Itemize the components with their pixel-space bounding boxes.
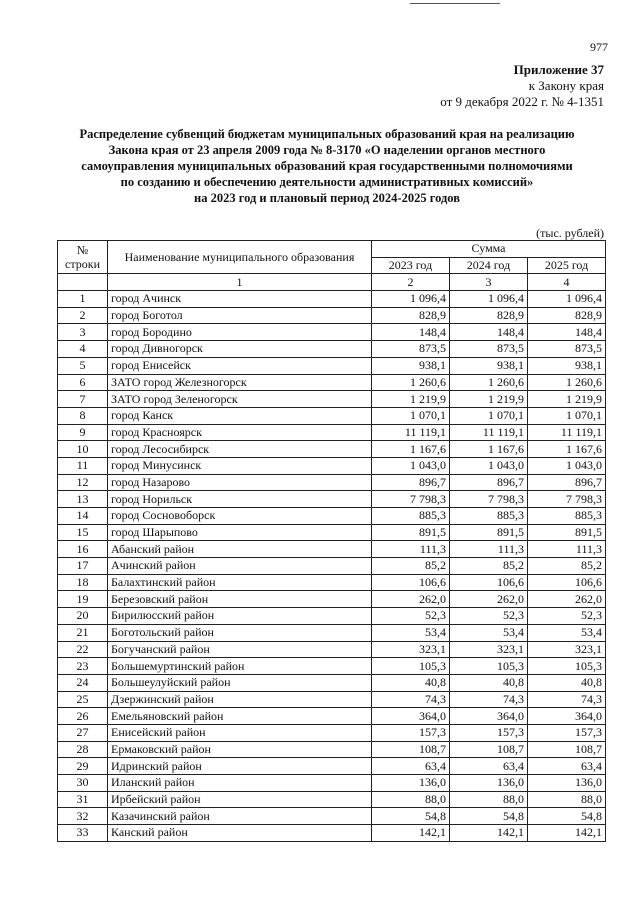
municipality-name: город Боготол xyxy=(108,307,372,324)
table-row xyxy=(58,825,606,842)
municipality-name: Большемуртинский район xyxy=(108,658,372,675)
value-2023: 74,3 xyxy=(372,691,450,708)
table-row xyxy=(58,658,606,675)
row-number: 1 xyxy=(58,291,108,308)
municipality-name: Бирилюсский район xyxy=(108,608,372,625)
row-number: 3 xyxy=(58,324,108,341)
table-row xyxy=(58,641,606,658)
title-line: самоуправления муниципальных образований края государственными полномочиями xyxy=(81,159,573,173)
row-number: 5 xyxy=(58,357,108,374)
table-row xyxy=(58,741,606,758)
value-2025: 148,4 xyxy=(528,324,606,341)
header-year-2025: 2025 год xyxy=(528,257,606,274)
top-rule xyxy=(410,3,500,4)
value-2023: 108,7 xyxy=(372,741,450,758)
municipality-name: Иланский район xyxy=(108,775,372,792)
row-number: 2 xyxy=(58,307,108,324)
col-number: 2 xyxy=(372,274,450,291)
value-2024: 873,5 xyxy=(450,341,528,358)
table-row xyxy=(58,441,606,458)
value-2024: 148,4 xyxy=(450,324,528,341)
value-2023: 873,5 xyxy=(372,341,450,358)
value-2024: 63,4 xyxy=(450,758,528,775)
value-2023: 828,9 xyxy=(372,307,450,324)
appendix-law: к Закону края xyxy=(528,78,604,93)
title-line: на 2023 год и плановый период 2024-2025 годов xyxy=(194,191,460,205)
value-2024: 108,7 xyxy=(450,741,528,758)
value-2023: 142,1 xyxy=(372,825,450,842)
value-2023: 11 119,1 xyxy=(372,424,450,441)
value-2024: 142,1 xyxy=(450,825,528,842)
value-2025: 262,0 xyxy=(528,591,606,608)
value-2023: 891,5 xyxy=(372,524,450,541)
value-2024: 85,2 xyxy=(450,558,528,575)
title-line: Распределение субвенций бюджетам муниципальных образований края на реализацию xyxy=(79,127,575,141)
municipality-name: ЗАТО город Железногорск xyxy=(108,374,372,391)
value-2025: 323,1 xyxy=(528,641,606,658)
table-row xyxy=(58,374,606,391)
value-2025: 873,5 xyxy=(528,341,606,358)
units-label: (тыс. рублей) xyxy=(536,226,604,240)
municipality-name: Казачинский район xyxy=(108,808,372,825)
header-num: № строки xyxy=(58,241,108,274)
value-2024: 896,7 xyxy=(450,474,528,491)
municipality-name: ЗАТО город Зеленогорск xyxy=(108,391,372,408)
row-number: 10 xyxy=(58,441,108,458)
table-row xyxy=(58,791,606,808)
col-number: 3 xyxy=(450,274,528,291)
value-2024: 111,3 xyxy=(450,541,528,558)
table-row xyxy=(58,674,606,691)
value-2023: 111,3 xyxy=(372,541,450,558)
value-2024: 364,0 xyxy=(450,708,528,725)
row-number: 11 xyxy=(58,457,108,474)
value-2023: 40,8 xyxy=(372,674,450,691)
municipality-name: город Бородино xyxy=(108,324,372,341)
table-row xyxy=(58,724,606,741)
value-2024: 1 096,4 xyxy=(450,291,528,308)
header-year-2024: 2024 год xyxy=(450,257,528,274)
municipality-name: Ирбейский район xyxy=(108,791,372,808)
value-2025: 11 119,1 xyxy=(528,424,606,441)
row-number: 22 xyxy=(58,641,108,658)
value-2025: 111,3 xyxy=(528,541,606,558)
title-line: Закона края от 23 апреля 2009 года № 8-3170 «О наделении органов местного xyxy=(108,143,546,157)
table-row xyxy=(58,708,606,725)
value-2023: 1 260,6 xyxy=(372,374,450,391)
row-number: 26 xyxy=(58,708,108,725)
municipality-name: город Дивногорск xyxy=(108,341,372,358)
row-number: 14 xyxy=(58,508,108,525)
table-row xyxy=(58,574,606,591)
value-2023: 1 219,9 xyxy=(372,391,450,408)
value-2025: 53,4 xyxy=(528,624,606,641)
value-2025: 88,0 xyxy=(528,791,606,808)
header-year-2023: 2023 год xyxy=(372,257,450,274)
value-2025: 828,9 xyxy=(528,307,606,324)
header-sum: Сумма xyxy=(372,241,606,258)
value-2024: 106,6 xyxy=(450,574,528,591)
value-2025: 1 043,0 xyxy=(528,457,606,474)
municipality-name: город Ачинск xyxy=(108,291,372,308)
municipality-name: Идринский район xyxy=(108,758,372,775)
table-row xyxy=(58,591,606,608)
value-2024: 53,4 xyxy=(450,624,528,641)
table-row xyxy=(58,324,606,341)
value-2023: 1 070,1 xyxy=(372,407,450,424)
table-row xyxy=(58,391,606,408)
value-2025: 7 798,3 xyxy=(528,491,606,508)
value-2023: 157,3 xyxy=(372,724,450,741)
row-number: 9 xyxy=(58,424,108,441)
header-name: Наименование муниципального образования xyxy=(108,241,372,274)
table-row xyxy=(58,558,606,575)
municipality-name: Канский район xyxy=(108,825,372,842)
value-2023: 136,0 xyxy=(372,775,450,792)
municipality-name: город Назарово xyxy=(108,474,372,491)
value-2025: 157,3 xyxy=(528,724,606,741)
row-number: 8 xyxy=(58,407,108,424)
value-2025: 85,2 xyxy=(528,558,606,575)
value-2024: 40,8 xyxy=(450,674,528,691)
municipality-name: город Норильск xyxy=(108,491,372,508)
value-2025: 1 096,4 xyxy=(528,291,606,308)
value-2025: 1 070,1 xyxy=(528,407,606,424)
table-row xyxy=(58,407,606,424)
table-row xyxy=(58,307,606,324)
municipality-name: Енисейский район xyxy=(108,724,372,741)
value-2024: 105,3 xyxy=(450,658,528,675)
table-row xyxy=(58,691,606,708)
value-2024: 11 119,1 xyxy=(450,424,528,441)
value-2023: 938,1 xyxy=(372,357,450,374)
table-row xyxy=(58,775,606,792)
value-2025: 896,7 xyxy=(528,474,606,491)
municipality-name: Богучанский район xyxy=(108,641,372,658)
value-2023: 7 798,3 xyxy=(372,491,450,508)
value-2024: 828,9 xyxy=(450,307,528,324)
row-number: 33 xyxy=(58,825,108,842)
value-2024: 157,3 xyxy=(450,724,528,741)
appendix-title: Приложение 37 xyxy=(513,62,604,77)
value-2024: 1 070,1 xyxy=(450,407,528,424)
value-2025: 106,6 xyxy=(528,574,606,591)
value-2025: 108,7 xyxy=(528,741,606,758)
municipality-name: город Красноярск xyxy=(108,424,372,441)
row-number: 23 xyxy=(58,658,108,675)
value-2023: 88,0 xyxy=(372,791,450,808)
value-2025: 1 167,6 xyxy=(528,441,606,458)
table-row xyxy=(58,341,606,358)
title-line: по созданию и обеспечению деятельности административных комиссий» xyxy=(120,175,534,189)
municipality-name: Ачинский район xyxy=(108,558,372,575)
table-body xyxy=(58,291,606,842)
municipality-name: город Енисейск xyxy=(108,357,372,374)
value-2024: 74,3 xyxy=(450,691,528,708)
municipality-name: город Минусинск xyxy=(108,457,372,474)
table-row xyxy=(58,491,606,508)
table-row xyxy=(58,474,606,491)
value-2023: 54,8 xyxy=(372,808,450,825)
value-2023: 52,3 xyxy=(372,608,450,625)
table-row xyxy=(58,291,606,308)
value-2024: 1 219,9 xyxy=(450,391,528,408)
municipality-name: Абанский район xyxy=(108,541,372,558)
row-number: 25 xyxy=(58,691,108,708)
col-number: 1 xyxy=(108,274,372,291)
municipality-name: Боготольский район xyxy=(108,624,372,641)
municipality-name: город Шарыпово xyxy=(108,524,372,541)
row-number: 24 xyxy=(58,674,108,691)
col-number: 4 xyxy=(528,274,606,291)
value-2024: 891,5 xyxy=(450,524,528,541)
value-2024: 938,1 xyxy=(450,357,528,374)
row-number: 16 xyxy=(58,541,108,558)
value-2025: 52,3 xyxy=(528,608,606,625)
row-number: 31 xyxy=(58,791,108,808)
value-2024: 54,8 xyxy=(450,808,528,825)
value-2023: 63,4 xyxy=(372,758,450,775)
value-2023: 896,7 xyxy=(372,474,450,491)
value-2023: 262,0 xyxy=(372,591,450,608)
value-2025: 136,0 xyxy=(528,775,606,792)
value-2025: 1 219,9 xyxy=(528,391,606,408)
table-row xyxy=(58,457,606,474)
municipality-name: Дзержинский район xyxy=(108,691,372,708)
municipality-name: Балахтинский район xyxy=(108,574,372,591)
table-row xyxy=(58,424,606,441)
value-2025: 938,1 xyxy=(528,357,606,374)
page-number: 977 xyxy=(590,40,608,54)
value-2023: 1 167,6 xyxy=(372,441,450,458)
value-2023: 106,6 xyxy=(372,574,450,591)
value-2023: 364,0 xyxy=(372,708,450,725)
value-2024: 136,0 xyxy=(450,775,528,792)
municipality-name: Большеулуйский район xyxy=(108,674,372,691)
subsidy-table xyxy=(57,240,606,842)
document-title xyxy=(60,126,594,206)
row-number: 30 xyxy=(58,775,108,792)
value-2024: 262,0 xyxy=(450,591,528,608)
value-2023: 1 043,0 xyxy=(372,457,450,474)
value-2025: 885,3 xyxy=(528,508,606,525)
value-2023: 148,4 xyxy=(372,324,450,341)
municipality-name: Емельяновский район xyxy=(108,708,372,725)
row-number: 17 xyxy=(58,558,108,575)
row-number: 20 xyxy=(58,608,108,625)
row-number: 7 xyxy=(58,391,108,408)
value-2025: 105,3 xyxy=(528,658,606,675)
row-number: 19 xyxy=(58,591,108,608)
value-2023: 885,3 xyxy=(372,508,450,525)
value-2024: 88,0 xyxy=(450,791,528,808)
value-2024: 52,3 xyxy=(450,608,528,625)
value-2024: 1 043,0 xyxy=(450,457,528,474)
row-number: 29 xyxy=(58,758,108,775)
value-2024: 1 260,6 xyxy=(450,374,528,391)
row-number: 6 xyxy=(58,374,108,391)
row-number: 18 xyxy=(58,574,108,591)
value-2025: 40,8 xyxy=(528,674,606,691)
row-number: 13 xyxy=(58,491,108,508)
row-number: 27 xyxy=(58,724,108,741)
value-2023: 105,3 xyxy=(372,658,450,675)
municipality-name: город Лесосибирск xyxy=(108,441,372,458)
row-number: 28 xyxy=(58,741,108,758)
table-row xyxy=(58,524,606,541)
value-2023: 1 096,4 xyxy=(372,291,450,308)
table-row xyxy=(58,808,606,825)
municipality-name: Ермаковский район xyxy=(108,741,372,758)
row-number: 32 xyxy=(58,808,108,825)
appendix-block xyxy=(440,62,604,110)
table-row xyxy=(58,508,606,525)
table-row xyxy=(58,624,606,641)
value-2024: 885,3 xyxy=(450,508,528,525)
table-row xyxy=(58,541,606,558)
row-number: 21 xyxy=(58,624,108,641)
municipality-name: город Канск xyxy=(108,407,372,424)
row-number: 15 xyxy=(58,524,108,541)
value-2025: 142,1 xyxy=(528,825,606,842)
table-row xyxy=(58,758,606,775)
row-number: 12 xyxy=(58,474,108,491)
col-number xyxy=(58,274,108,291)
municipality-name: Березовский район xyxy=(108,591,372,608)
row-number: 4 xyxy=(58,341,108,358)
value-2024: 7 798,3 xyxy=(450,491,528,508)
value-2025: 54,8 xyxy=(528,808,606,825)
value-2025: 364,0 xyxy=(528,708,606,725)
appendix-date: от 9 декабря 2022 г. № 4-1351 xyxy=(440,94,604,109)
value-2025: 1 260,6 xyxy=(528,374,606,391)
value-2024: 323,1 xyxy=(450,641,528,658)
value-2023: 323,1 xyxy=(372,641,450,658)
value-2025: 891,5 xyxy=(528,524,606,541)
value-2023: 85,2 xyxy=(372,558,450,575)
value-2025: 63,4 xyxy=(528,758,606,775)
table-row xyxy=(58,357,606,374)
municipality-name: город Сосновоборск xyxy=(108,508,372,525)
value-2023: 53,4 xyxy=(372,624,450,641)
table-row xyxy=(58,608,606,625)
value-2025: 74,3 xyxy=(528,691,606,708)
value-2024: 1 167,6 xyxy=(450,441,528,458)
